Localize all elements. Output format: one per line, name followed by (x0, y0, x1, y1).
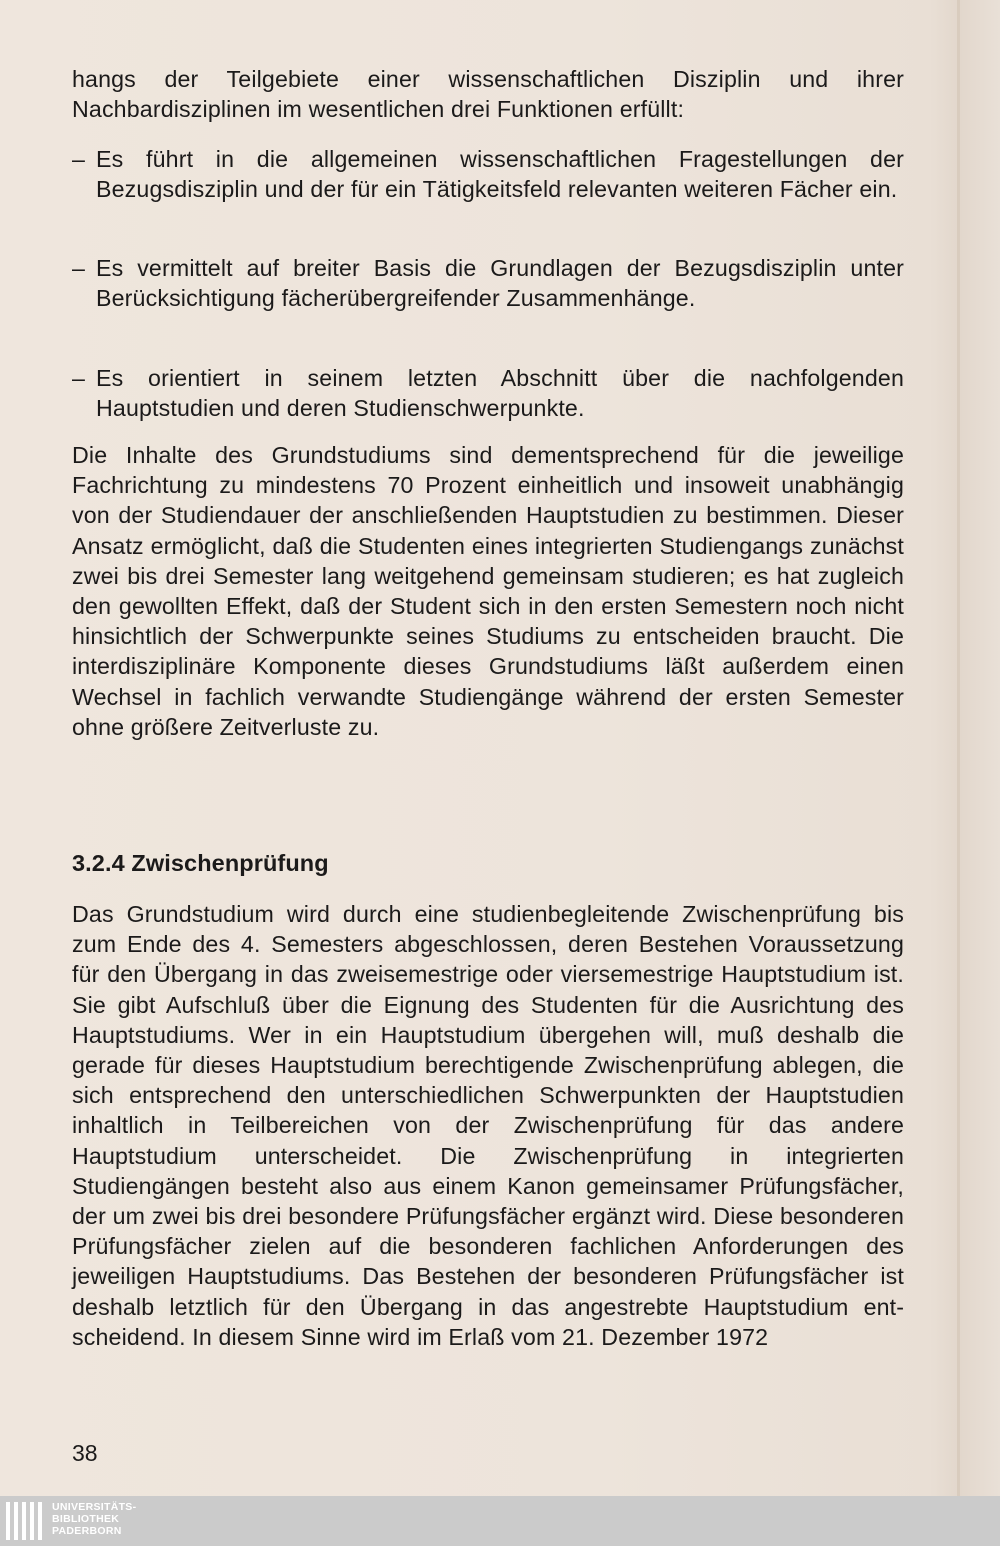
library-logo-icon (4, 1500, 46, 1542)
bullet-item-1 (72, 144, 904, 204)
bullet-text: Es vermittelt auf breiter Basis die Grundlagen der Bezugsdisziplin unter Berücksichtigung fächerübergreifender Zusammenhänge. (96, 255, 904, 312)
bullet-item-2 (72, 253, 904, 313)
logo-line: PADERBORN (52, 1525, 122, 1537)
logo-line: BIBLIOTHEK (52, 1513, 120, 1525)
library-logo-text (52, 1501, 136, 1537)
paragraph-text: Das Grundstudium wird durch eine studienbegleitende Zwischenprüfung bis zum Ende des 4. Semesters abgeschlossen, deren Bestehen Voraussetzung für den Übergang in das zweisemestrige oder viersemestrige Hauptstudium ist. Sie gibt Aufschluß über die Eignung des Studenten für die Ausrichtung des Hauptstudiums. Wer in ein Hauptstudium übergehen will, muß deshalb die gerade für dieses Hauptstudium berechtigende Zwischenprüfung ablegen, die sich entsprechend den unterschiedlichen Schwerpunkten der Hauptstudien inhaltlich in Teilbereichen von der Zwischenprüfung für das andere Hauptstudium unterscheidet. Die Zwischenprüfung in integrierten Studiengängen besteht also aus einem Kanon gemeinsamer Prüfungsfächer, der um zwei bis drei besondere Prüfungsfächer ergänzt wird. Diese besonderen Prüfungsfächer zielen auf die besonderen fachlichen Anforderungen des jeweiligen Hauptstudiums. Das Bestehen der besonderen Prüfungsfächer ist deshalb letztlich für den Übergang in das angestrebte Hauptstudium entscheidend. In diesem Sinne wird im Erlaß vom 21. Dezember 1972 (72, 901, 904, 1350)
page-number: 38 (72, 1440, 98, 1466)
page-gutter (957, 0, 960, 1496)
library-footer (0, 1496, 1000, 1546)
bullet-dash: – (72, 365, 86, 391)
section-heading: 3.2.4 Zwischenprüfung (72, 850, 329, 876)
logo-line: UNIVERSITÄTS- (52, 1501, 137, 1513)
paragraph-zwischenpruefung (72, 899, 904, 1352)
intro-paragraph (72, 64, 904, 124)
bullet-item-3 (72, 363, 904, 423)
paragraph-text: Die Inhalte des Grundstudiums sind dementsprechend für die jeweilige Fachrichtung zu mindestens 70 Prozent einheitlich und insoweit unabhängig von der Studiendauer der anschließenden Hauptstudien zu bestimmen. Dieser Ansatz ermöglicht, daß die Studenten eines integrierten Studiengangs zunächst zwei bis drei Semester lang weitgehend gemeinsam studieren; es hat zugleich den gewollten Effekt, daß der Student sich in den ersten Semestern noch nicht hinsichtlich der Schwerpunkte seines Studiums zu entscheiden braucht. Die interdisziplinäre Komponente dieses Grundstudiums läßt außerdem einen Wechsel in fachlich verwandte Studiengänge während der ersten Semester ohne größere Zeitverluste zu. (72, 442, 904, 740)
bullet-text: Es führt in die allgemeinen wissenschaftlichen Fragestellungen der Bezugsdisziplin und der für ein Tätigkeitsfeld relevanten weiteren Fächer ein. (96, 146, 904, 203)
bullet-dash: – (72, 255, 86, 281)
paragraph-grundstudium (72, 440, 904, 742)
bullet-text: Es orientiert in seinem letzten Abschnitt über die nachfolgenden Hauptstudien und deren Studienschwerpunkte. (96, 365, 904, 422)
intro-text: hangs der Teilgebiete einer wissenschaftlichen Disziplin und ihrer Nachbardisziplinen im wesentlichen drei Funktionen erfüllt: (72, 66, 904, 123)
bullet-dash: – (72, 146, 86, 172)
